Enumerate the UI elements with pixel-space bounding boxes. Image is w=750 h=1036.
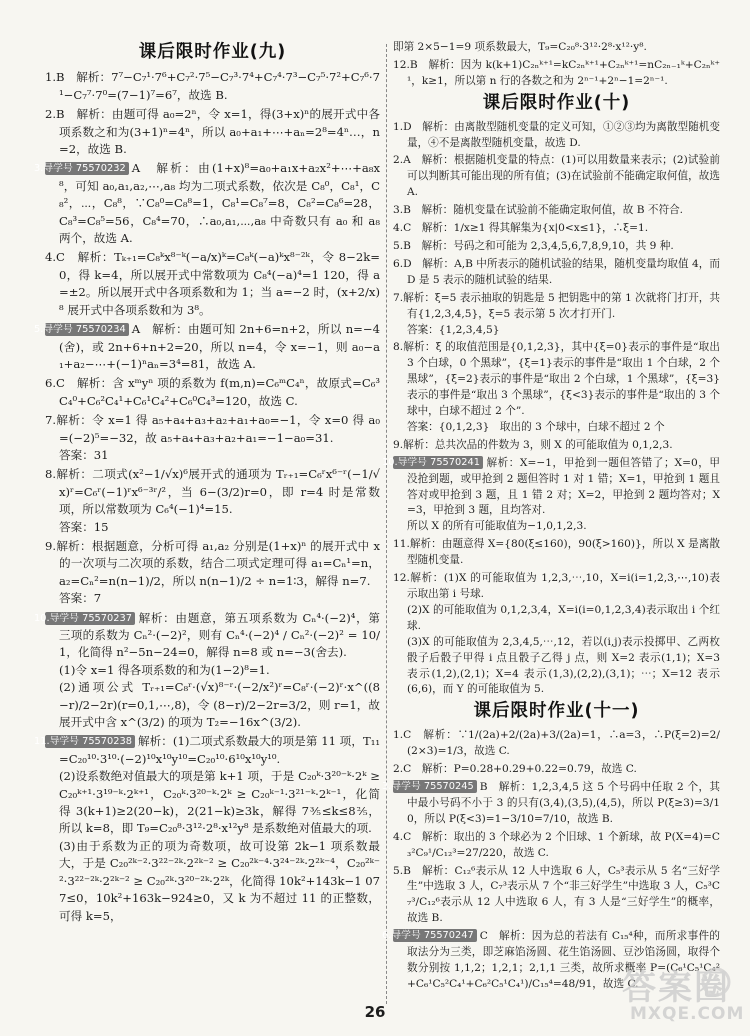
- answer-item: [393, 40, 720, 56]
- answer-text: 1.B 解析：7⁷−C₇¹·7⁶+C₇²·7⁵−C₇³·7⁴+C₇⁴·7³−C₇⁵·7²+C₇⁶·7¹−C₇⁷·7⁰=(7−1)⁷=6⁷，故选 B.: [45, 70, 380, 102]
- answer-item: [45, 375, 380, 410]
- answer-item: [382, 780, 720, 828]
- answer-text: 1.C 解析：∵1/(2a)+2/(2a)+3/(2a)=1，∴a=3，∴P(ξ=2)=2/(2×3)=1/3，故选 C.: [393, 729, 720, 758]
- answer-item: [393, 291, 720, 339]
- answer-item: [393, 438, 720, 454]
- answer-item: [34, 321, 380, 373]
- answer-item: [382, 456, 720, 536]
- answer-text: 5.B 解析：号码之和可能为 2,3,4,5,6,7,8,9,10，共 9 种.: [393, 239, 674, 252]
- answer-text: 6.C 解析：含 xᵐyⁿ 项的系数为 f(m,n)=C₆ᵐC₄ⁿ，故原式=C₆³C₄⁰+C₆²C₄¹+C₆¹C₄²+C₆⁰C₄³=120，故选 C.: [45, 376, 380, 408]
- section-title-9: 课后限时作业(九): [138, 42, 287, 62]
- answer-text: 12.解析：(1)X 的可能取值为 1,2,3,⋯,10，X=i(i=1,2,3,⋯,10)表示取出第 i 号球. (2)X 的可能取值为 0,1,2,3,4，X=i(i=0,1,2,3,4)表示取出 i 个红球. (3)X 的可能取值为 2,3,4,5,⋯,12，若以(i,j)表示投掷甲、乙两枚骰子后骰子甲得 i 点且骰子乙得 j 点，则 X=2 表示(1,1)；X=3 表示(1,2),(2,1)；X=4 表示(1,3),(2,2),(3,1)；⋯；X=12 表示(6,6)，而 Y 的可能取值为 5.: [393, 572, 720, 696]
- answer-item: [393, 58, 720, 90]
- answer-text: 2.A 解析：根据随机变量的特点：(1)可以用数量来表示；(2)试验前可以判断其可能出现的所有值；(3)在试验前不能确定取何值，故选 A.: [393, 154, 724, 199]
- answer-item: [393, 340, 720, 435]
- answer-text: 8.解析：二项式(x²−1/√x)⁶展开式的通项为 Tᵣ₊₁=C₆ʳx⁶⁻ʳ(−1/√x)ʳ=C₆ʳ(−1)ʳx⁶⁻³ʳ/²，当 6−(3/2)r=0，即 r=4 时是常数项，所以常数项为 C₆⁴(−1)⁴=15. 答案：15: [45, 467, 380, 534]
- answer-item: [393, 864, 720, 928]
- answer-item: [45, 249, 380, 319]
- answer-item: [393, 257, 724, 289]
- answer-text: A 解析：由(1+x)⁸=a₀+a₁x+a₂x²+⋯+a₈x⁸，可知 a₀,a₁,a₂,⋯,a₈ 均为二项式系数，依次是 C₈⁰，C₈¹，C₈²，⋯，C₈⁸，∵C₈⁰=C₈⁸=1，C₈¹=C₈⁷=8，C₈²=C₈⁶=28，C₈³=C₈⁵=56，C₈⁴=70，∴a₀,a₁,⋯,a₈ 中奇数只有 a₀ 和 a₈ 两个，故选 A.: [59, 161, 384, 246]
- answer-text: 4.C 解析：Tₖ₊₁=C₈ᵏx⁸⁻ᵏ(−a/x)ᵏ=C₈ᵏ(−a)ᵏx⁸⁻²ᵏ，令 8−2k=0，得 k=4，所以展开式中常数项为 C₈⁴(−a)⁴=1 120，得 a=±2。所以展开式中各项系数和为 1；当 a=−2 时，(x+2/x)⁸ 展开式中各项系数和为 3⁸。: [45, 250, 380, 317]
- question-number-tag: 11.导学号 75570238: [45, 735, 135, 748]
- answer-item: [393, 153, 724, 201]
- section-title-11: 课后限时作业(十一): [473, 701, 640, 722]
- question-number-tag: 5.导学号 75570234: [45, 323, 129, 336]
- page-number: 26: [364, 1003, 386, 1021]
- watermark-text: 答案圈: [622, 968, 730, 1008]
- answer-text: 3.B 解析：随机变量在试验前不能确定取何值，故 B 不符合.: [393, 204, 684, 217]
- left-column: [34, 40, 384, 927]
- answer-text: 11.解析：由题意得 X={80(ξ≤160)，90(ξ>160)}，所以 X 是离散型随机变量.: [393, 538, 720, 567]
- answer-text: 5.B 解析：C₁₂⁶表示从 12 人中选取 6 人，C₅³表示从 5 名“三好学生”中选取 3 人，C₇³表示从 7 个“非三好学生”中选取 3 人，C₅³C₇³/C₁₂⁶表示从 12 人中选取 6 人，有 3 人是“三好学生”的概率，故选 B.: [393, 864, 720, 925]
- answer-text: 2.C 解析：P=0.28+0.29+0.22=0.79，故选 C.: [393, 763, 637, 776]
- section-title-10: 课后限时作业(十): [482, 92, 631, 113]
- right-column: [382, 40, 724, 995]
- answer-text: 9.解析：总共次品的件数为 3，则 X 的可能取值为 0,1,2,3.: [393, 438, 673, 451]
- answer-item: [45, 69, 380, 104]
- answer-text: 解析：X=−1，甲抢到一题但答错了；X=0，甲没抢到题，或甲抢到 2 题但答时 1 对 1 错；X=1，甲抢到 1 题且答对或甲抢到 3 题，且 1 错 2 对；X=2，甲抢到 2 题均答对；X=3，甲抢到 3 题，且均答对. 所以 X 的所有可能取值为−1,0,1,2,3.: [407, 456, 720, 533]
- answer-item: [393, 762, 720, 778]
- answer-text: B 解析：1,2,3,4,5 这 5 个号码中任取 2 个，其中最小号码不小于 3 的只有(3,4),(3,5),(4,5)，所以 P(ξ≥3)=3/10，所以 P(ξ<3)=1−3/10=7/10，故选 B.: [407, 780, 720, 825]
- question-number-tag: 10.导学号 75570237: [45, 612, 135, 625]
- watermark-logo: [612, 960, 745, 1028]
- answer-list-11: [382, 728, 720, 993]
- answer-list-9-continued: [393, 40, 720, 90]
- answer-item: [34, 610, 380, 732]
- watermark-site: MXQE.COM: [630, 1004, 745, 1024]
- answer-item: [34, 160, 384, 247]
- answer-text: 9.解析：根据题意，分析可得 a₁,a₂ 分别是(1+x)ⁿ 的展开式中 x 的一次项与二次项的系数，结合二项式定理可得 a₁=Cₙ¹=n，a₂=Cₙ²=n(n−1)/2，所以 n(n−1)/2 ÷ n=1∶3，解得 n=7. 答案：7: [45, 538, 380, 606]
- answer-item: [34, 733, 381, 924]
- answer-text: 解析：(1)二项式系数最大的项是第 11 项，T₁₁=C₂₀¹⁰·3¹⁰·(−2)¹⁰x¹⁰y¹⁰=C₂₀¹⁰·6¹⁰x¹⁰y¹⁰. (2)设系数绝对值最大的项是第 k+1 项，于是 C₂₀ᵏ·3²⁰⁻ᵏ·2ᵏ ≥ C₂₀ᵏ⁺¹·3¹⁹⁻ᵏ·2ᵏ⁺¹，C₂₀ᵏ·3²⁰⁻ᵏ·2ᵏ ≥ C₂₀ᵏ⁻¹·3²¹⁻ᵏ·2ᵏ⁻¹，化简得 3(k+1)≥2(20−k)，2(21−k)≥3k，解得 7⅗≤k≤8⅖，所以 k=8，即 T₉=C₂₀⁸·3¹²·2⁸·x¹²y⁸ 是系数绝对值最大的项. (3)由于系数为正的项为奇数项，故可设第 2k−1 项系数最大，于是 C₂₀²ᵏ⁻²·3²²⁻²ᵏ·2²ᵏ⁻² ≥ C₂₀²ᵏ⁻⁴·3²⁴⁻²ᵏ·2²ᵏ⁻⁴，C₂₀²ᵏ⁻²·3²²⁻²ᵏ·2²ᵏ⁻² ≥ C₂₀²ᵏ·3²⁰⁻²ᵏ·2²ᵏ，化简得 10k²+143k−1 077≤0，10k²+163k−924≥0，又 k 为不超过 11 的正整数，可得 k=5，: [59, 734, 381, 923]
- answer-item: [45, 538, 380, 608]
- answer-text: 7.解析：令 x=1 得 a₅+a₄+a₃+a₂+a₁+a₀=−1，令 x=0 得 a₀=(−2)⁵=−32，故 a₅+a₄+a₃+a₂+a₁=−1−a₀=31. 答案：31: [45, 413, 380, 462]
- answer-item: [393, 830, 720, 862]
- answer-item: [393, 203, 720, 219]
- answer-item: [393, 239, 720, 255]
- question-number-tag: 3.导学号 75570232: [45, 162, 129, 175]
- answer-text: 7.解析：ξ=5 表示抽取的钥匙是 5 把钥匙中的第 1 次就将门打开，共有{1,2,3,4,5}，ξ=5 表示第 5 次才打开门. 答案：{1,2,3,4,5}: [393, 291, 720, 336]
- answer-item: [45, 466, 380, 536]
- answer-item: [393, 537, 720, 569]
- answer-text: 解析：由题意，第五项系数为 Cₙ⁴·(−2)⁴，第三项的系数为 Cₙ²·(−2)²，则有 Cₙ⁴·(−2)⁴ / Cₙ²·(−2)² = 10/1，化简得 n²−5n−24=0，解得 n=8 或 n=−3(舍去). (1)令 x=1 得各项系数的和为(1−2)⁸=1. (2)通项公式 Tᵣ₊₁=C₈ʳ·(√x)⁸⁻ʳ·(−2/x²)ʳ=C₈ʳ·(−2)ʳ·x^((8−r)/2−2r)(r=0,1,⋯,8)，令 (8−r)/2−2r=3/2，则 r=1，故展开式中含 x^(3/2) 的项为 T₂=−16x^(3/2).: [59, 610, 380, 730]
- column-divider: [386, 44, 387, 1004]
- answer-text: 8.解析：ξ 的取值范围是{0,1,2,3}，其中{ξ=0}表示的事件是“取出 3 个白球，0 个黑球”，{ξ=1}表示的事件是“取出 1 个白球，2 个黑球”，{ξ=2}表示的事件是“取出 2 个白球，1 个黑球”，{ξ=3}表示的事件是“取出 3 个黑球”，{ξ<3}表示的事件是“取出的 3 个球中，白球不超过 2 个”. 答案：{0,1,2,3} 取出的 3 个球中，白球不超过 2 个: [393, 341, 720, 433]
- answer-item: [393, 571, 720, 698]
- answer-text: 12.B 解析：因为 k(k+1)C₂ₙᵏ⁺¹=kC₂ₙᵏ⁺¹+C₂ₙᵏ⁺¹=nC₂ₙ₋₁ᵏ+C₂ₙᵏ⁺¹，k≥1，所以第 n 行的各数之和为 2ⁿ⁻¹+2ⁿ−1=2ⁿ⁻¹.: [393, 58, 720, 87]
- answer-text: 6.D 解析：A,B 中所表示的随机试验的结果，随机变量均取值 4，而 D 是 5 表示的随机试验的结果.: [393, 257, 724, 286]
- answer-text: 4.C 解析：取出的 3 个球必为 2 个旧球、1 个新球，故 P(X=4)=C₃²C₉¹/C₁₂³=27/220，故选 C.: [393, 830, 720, 859]
- question-number-tag: 3.导学号 75570245: [393, 780, 477, 793]
- answer-item: [393, 120, 720, 152]
- answer-item: [45, 412, 380, 464]
- answer-text: A 解析：由题可知 2n+6=n+2，所以 n=−4(舍)，或 2n+6+n+2=20，所以 n=4，令 x=−1，则 a₀−a₁+a₂−⋯+(−1)ⁿaₙ=3⁴=81，故选 A.: [59, 322, 380, 371]
- answer-text: C 解析：因为总的若法有 C₁₅⁴种，而所求事件的取法分为三类，即芝麻馅汤圆、花生馅汤圆、豆沙馅汤圆，取得个数分别按 1,1,2；1,2,1；2,1,1 三类，故所求概率 P=(C₆¹C₅¹C₄²+C₆¹C₅²C₄¹+C₆²C₅¹C₄¹)/C₁₅⁴=48/91，故选 C.: [407, 930, 720, 990]
- answer-item: [393, 221, 720, 237]
- answer-text: 1.D 解析：由离散型随机变量的定义可知，①②③均为离散型随机变量，④不是离散型随机变量，故选 D.: [393, 120, 720, 149]
- question-number-tag: 6.导学号 75570247: [393, 929, 477, 942]
- answer-item: [393, 728, 720, 760]
- answer-text: 即第 2×5−1=9 项系数最大，T₉=C₂₀⁸·3¹²·2⁸·x¹²·y⁸.: [393, 41, 647, 53]
- answer-list-10: [382, 120, 724, 699]
- answer-text: 2.B 解析：由题可得 a₀=2ⁿ，令 x=1，得(3+x)ⁿ的展开式中各项系数之和为(3+1)ⁿ=4ⁿ，所以 a₀+a₁+⋯+aₙ=2⁸=4ⁿ…，n=2，故选 B.: [45, 107, 380, 157]
- question-number-tag: 10.导学号 75570241: [393, 456, 483, 469]
- answer-list-9: [34, 69, 384, 925]
- answer-item: [45, 106, 380, 158]
- answer-text: 4.C 解析：1/x≥1 得其解集为{x|0<x≤1}，∴ξ=1.: [393, 222, 649, 235]
